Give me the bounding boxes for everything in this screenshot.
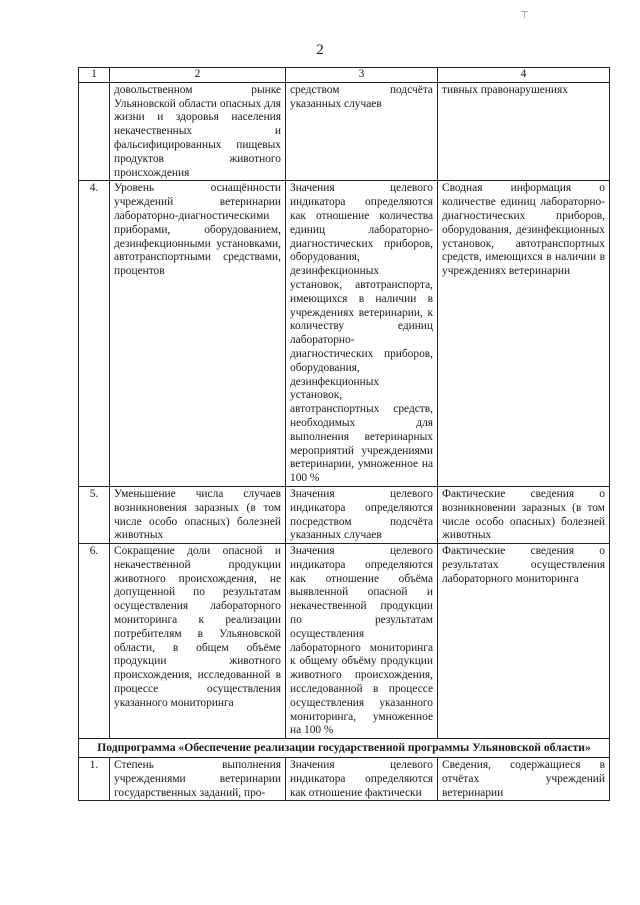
method-cell: Значения целевого индикатора определяются посредством подсчёта указанных случаев [286, 486, 438, 543]
header-cell: 1 [79, 68, 110, 83]
row-number [79, 82, 110, 181]
method-cell: Значения целевого индикатора определяются как отношение количества единиц лабораторно-диагностических приборов, оборудования, дезинфекционных установок, автотранспорта, имеющихся в наличии в учреждениях ветеринарии, к количеству единиц лабораторно-диагностических приборов, оборудования, дезинфекционных установок, автотранспортных средств, необходимых для выполнения ветеринарных мероприятий учреждениями ветеринарии, умноженное на 100 % [286, 181, 438, 487]
corner-mark: ⊤ [520, 10, 530, 21]
method-cell: Значения целевого индикатора определяются как отношение фактически [286, 758, 438, 801]
table-header-row [79, 68, 610, 83]
source-cell: тивных правонарушениях [438, 82, 610, 181]
indicators-table [78, 67, 610, 801]
table-row [79, 486, 610, 543]
table-row [79, 758, 610, 801]
indicator-cell: Уровень оснащённости учреждений ветеринарии лабораторно-диагностическими приборами, оборудованием, дезинфекционными установками, автотранспортными средствами, процентов [110, 181, 286, 487]
method-cell: средством подсчёта указанных случаев [286, 82, 438, 181]
table-row [79, 181, 610, 487]
source-cell: Сводная информация о количестве единиц лабораторно-диагностических приборов, оборудования, дезинфекционных установок, автотранспортных средств, имеющихся в наличии в учреждениях ветеринарии [438, 181, 610, 487]
indicator-cell: Уменьшение числа случаев возникновения заразных (в том числе особо опасных) болезней животных [110, 486, 286, 543]
source-cell: Фактические сведения о результатах осуществления лабораторного мониторинга [438, 544, 610, 739]
row-number: 5. [79, 486, 110, 543]
header-cell: 3 [286, 68, 438, 83]
indicator-cell: Степень выполнения учреждениями ветеринарии государственных заданий, про- [110, 758, 286, 801]
table-row [79, 82, 610, 181]
source-cell: Сведения, содержащиеся в отчётах учреждений ветеринарии [438, 758, 610, 801]
row-number: 6. [79, 544, 110, 739]
page-number: 2 [316, 42, 324, 58]
table-row [79, 544, 610, 739]
source-cell: Фактические сведения о возникновении заразных (в том числе особо опасных) болезней животных [438, 486, 610, 543]
indicator-cell: Сокращение доли опасной и некачественной продукции животного происхождения, не допущенной по результатам осуществления лабораторного мониторинга к реализации потребителям в Ульяновской области, в общем объёме продукции животного происхождения, исследованной в процессе осуществления указанного мониторинга [110, 544, 286, 739]
row-number: 4. [79, 181, 110, 487]
header-cell: 2 [110, 68, 286, 83]
row-number: 1. [79, 758, 110, 801]
section-title: Подпрограмма «Обеспечение реализации государственной программы Ульяновской области» [79, 739, 610, 758]
header-cell: 4 [438, 68, 610, 83]
section-row [79, 739, 610, 758]
indicator-cell: довольственном рынке Ульяновской области опасных для жизни и здоровья населения некачественных и фальсифицированных пищевых продуктов животного происхождения [110, 82, 286, 181]
method-cell: Значения целевого индикатора определяются как отношение объёма выявленной опасной и некачественной продукции по результатам осуществления лабораторного мониторинга к общему объёму продукции животного происхождения, исследованной в процессе осуществления указанного мониторинга, умноженное на 100 % [286, 544, 438, 739]
